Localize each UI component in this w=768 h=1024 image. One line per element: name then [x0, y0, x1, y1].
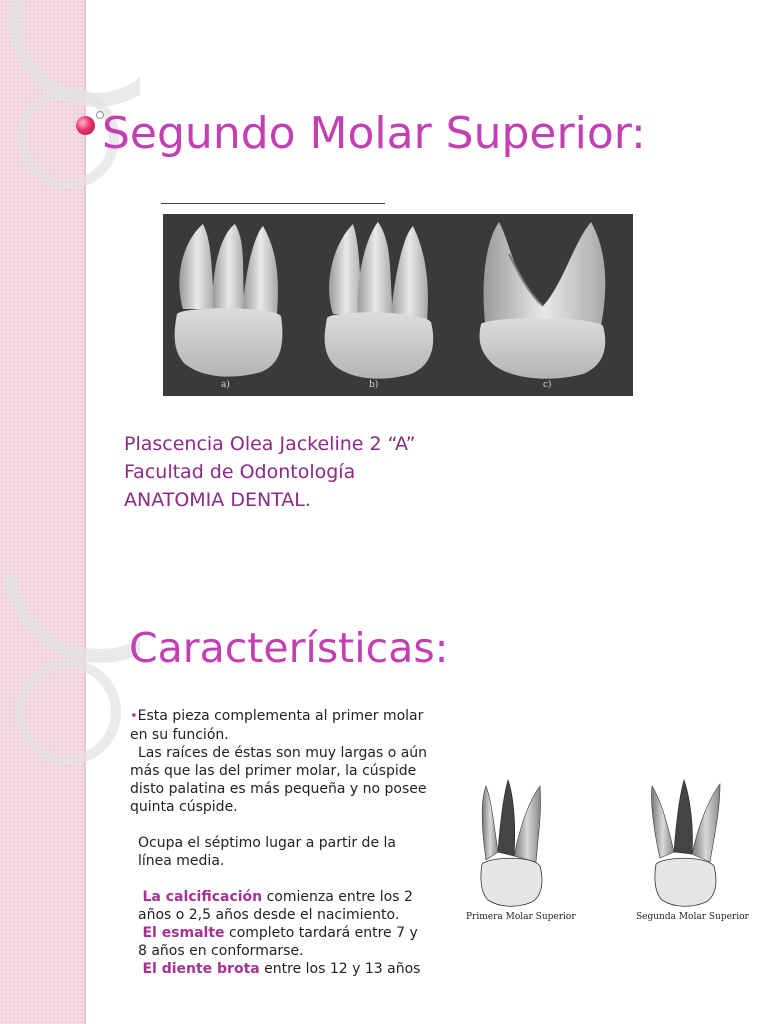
author-block	[124, 430, 416, 514]
molar-comparison-illustration	[442, 772, 750, 930]
author-name: Plascencia Olea Jackeline 2 “A”	[124, 433, 416, 455]
course-name: ANATOMIA DENTAL.	[124, 489, 311, 511]
second-molar	[651, 780, 720, 906]
divider-line	[161, 203, 385, 204]
calcification-highlight: La calcificación	[142, 889, 263, 905]
eruption-text: entre los 12 y 13 años	[259, 961, 421, 977]
bullet-icon: •	[130, 709, 138, 724]
second-molar-caption: Segunda Molar Superior	[636, 912, 749, 922]
slide-title: Segundo Molar Superior:	[102, 108, 646, 159]
section-title: Características:	[129, 624, 449, 672]
enamel-highlight: El esmalte	[142, 925, 225, 941]
characteristics-text	[130, 707, 430, 978]
first-molar	[481, 780, 542, 906]
molar-comparison-image	[442, 772, 750, 930]
decorative-circles	[0, 576, 140, 1024]
photo-label-a: a)	[221, 380, 230, 390]
enamel-paragraph	[138, 924, 430, 960]
para-1: Esta pieza complementa al primer molar en su función.	[130, 708, 424, 743]
calcification-paragraph	[138, 888, 430, 924]
tooth-c	[480, 222, 606, 379]
calcification-text: comienza entre los 2 años o 2,5 años desde el nacimiento.	[138, 889, 413, 923]
tooth-b	[325, 222, 434, 379]
molar-illustration	[163, 214, 633, 396]
enamel-text: completo tardará entre 7 y 8 años en conformarse.	[138, 925, 418, 959]
first-molar-caption: Primera Molar Superior	[466, 912, 576, 922]
para-3: Ocupa el séptimo lugar a partir de la línea media.	[138, 835, 396, 869]
slide-2	[0, 576, 768, 1024]
tooth-a	[175, 224, 283, 377]
eruption-paragraph	[138, 960, 430, 978]
photo-label-b: b)	[369, 380, 379, 390]
decorative-circles	[0, 0, 140, 576]
eruption-highlight: El diente brota	[142, 961, 260, 977]
para-2: Las raíces de éstas son muy largas o aún más que las del primer molar, la cúspide disto palatina es más pequeña y no posee quinta cúspide.	[130, 745, 428, 815]
molar-photo	[163, 214, 633, 396]
title-bullet-icon	[76, 116, 95, 135]
photo-label-c: c)	[543, 380, 552, 390]
bullet-paragraph	[130, 707, 430, 816]
faculty-name: Facultad de Odontología	[124, 461, 356, 483]
